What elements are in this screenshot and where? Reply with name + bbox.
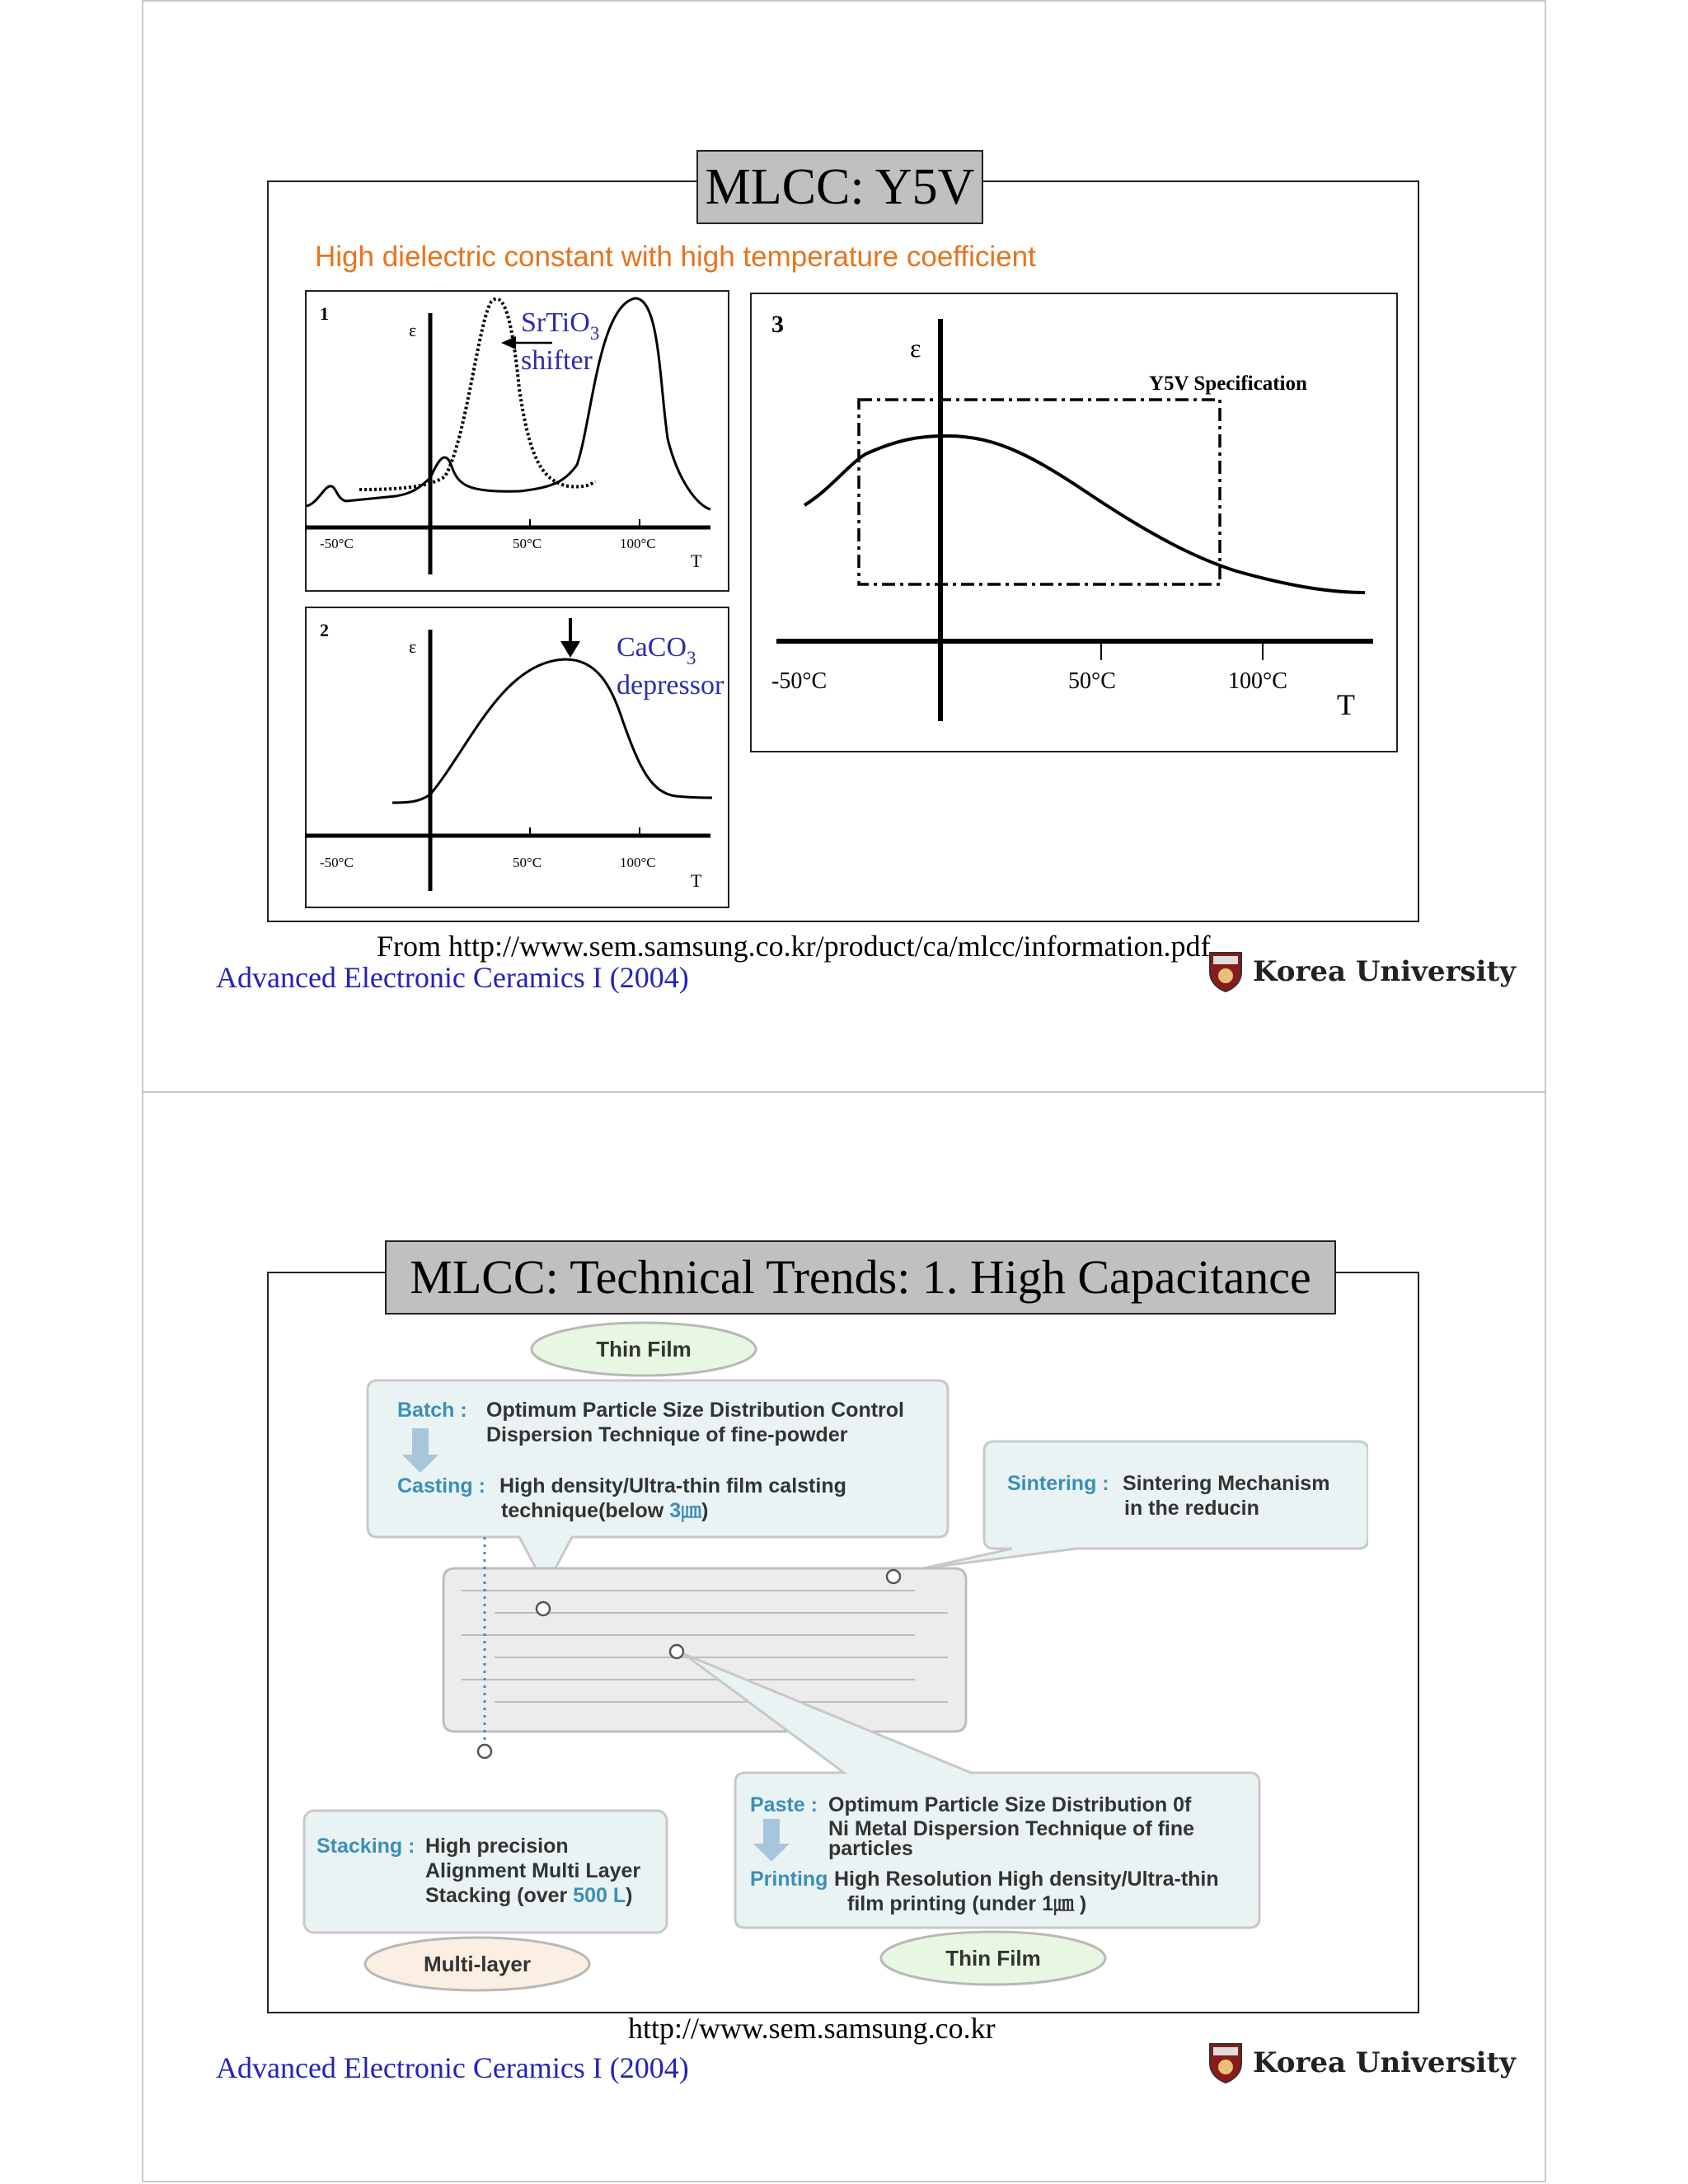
slide2-course: Advanced Electronic Ceramics I (2004) <box>216 2051 689 2084</box>
panel1-tick-minus50: -50°C <box>320 536 354 551</box>
panel2-number: 2 <box>320 620 329 640</box>
panel3-tick-minus50: -50°C <box>771 668 828 694</box>
slide1-ku-logo <box>1208 951 1516 992</box>
panel1-tick-50: 50°C <box>513 536 542 551</box>
panel3-tick-50: 50°C <box>1068 668 1116 694</box>
batch-label: Batch : <box>397 1399 467 1422</box>
paste-line3: particles <box>828 1837 913 1860</box>
paste-line2: Ni Metal Dispersion Technique of fine <box>828 1817 1195 1840</box>
stacking-label: Stacking : <box>316 1835 415 1858</box>
panel3-graph <box>750 293 1398 752</box>
slide1-source: From http://www.sem.samsung.co.kr/product/ca/mlcc/information.pdf <box>377 930 1211 963</box>
slide1-title: MLCC: Y5V <box>696 150 983 224</box>
stacking-line1: High precision <box>425 1835 569 1858</box>
printing-line1: High Resolution High density/Ultra-thin <box>834 1868 1219 1891</box>
panel2-tick-minus50: -50°C <box>320 855 354 870</box>
sintering-line2: in the reducin <box>1124 1497 1259 1520</box>
paste-line1: Optimum Particle Size Distribution 0f <box>828 1793 1192 1816</box>
panel3-t-label: T <box>1337 688 1355 721</box>
panel2-annot: CaCO$_3$ <box>617 632 696 668</box>
casting-line2: technique(below 3㎛) <box>501 1499 709 1522</box>
paste-label: Paste : <box>750 1793 818 1816</box>
ku-crest-icon <box>1208 951 1243 992</box>
panel1-annot: SrTiO$_3$ <box>521 307 600 344</box>
slide1-university: Korea University <box>1253 955 1516 988</box>
page-divider <box>142 1091 1546 1093</box>
printing-line2: film printing (under 1㎛ ) <box>847 1892 1087 1915</box>
stacking-line3: Stacking (over 500 L) <box>425 1884 633 1907</box>
panel2-tick-50: 50°C <box>513 855 542 870</box>
batch-line1: Optimum Particle Size Distribution Control <box>486 1399 904 1422</box>
panel2-epsilon: ε <box>409 636 417 657</box>
casting-label: Casting : <box>397 1474 485 1497</box>
batch-line2: Dispersion Technique of fine-powder <box>486 1423 848 1446</box>
slide2-source: http://www.sem.samsung.co.kr <box>628 2012 996 2045</box>
slide1-subtitle: High dielectric constant with high temperature coefficient <box>315 241 1036 273</box>
panel1-number: 1 <box>320 303 329 324</box>
slide2-title: MLCC: Technical Trends: 1. High Capacitance <box>385 1240 1336 1315</box>
sintering-line1: Sintering Mechanism <box>1123 1472 1330 1495</box>
casting-line1: High density/Ultra-thin film calsting <box>499 1474 846 1497</box>
panel2-t-label: T <box>691 870 702 891</box>
panel2-annot-line2: depressor <box>617 670 724 701</box>
sintering-label: Sintering : <box>1007 1472 1109 1495</box>
thin-film-bottom-label: Thin Film <box>945 1946 1041 1971</box>
stacking-line2: Alignment Multi Layer <box>425 1859 641 1882</box>
panel1-epsilon: ε <box>409 320 417 340</box>
thin-film-top-label: Thin Film <box>596 1337 692 1361</box>
slide2-ku-logo <box>1208 2042 1516 2083</box>
panel1-graph <box>305 290 729 592</box>
panel1-tick-100: 100°C <box>620 536 656 551</box>
slide1-course: Advanced Electronic Ceramics I (2004) <box>216 961 689 994</box>
panel3-number: 3 <box>771 311 784 338</box>
mlcc-chip-body <box>443 1568 966 1732</box>
panel3-epsilon: ε <box>910 333 921 363</box>
printing-label: Printing : <box>750 1868 841 1891</box>
panel3-spec-label: Y5V Specification <box>1149 373 1307 395</box>
slide2-university: Korea University <box>1253 2046 1516 2079</box>
trends-diagram <box>297 1315 1368 2007</box>
panel2-graph <box>305 607 729 908</box>
panel1-annot-line2: shifter <box>521 345 593 376</box>
panel2-tick-100: 100°C <box>620 855 656 870</box>
panel1-t-label: T <box>691 551 702 571</box>
ku-crest-icon <box>1208 2042 1243 2083</box>
multi-layer-label: Multi-layer <box>423 1952 532 1976</box>
panel3-tick-100: 100°C <box>1228 668 1287 694</box>
